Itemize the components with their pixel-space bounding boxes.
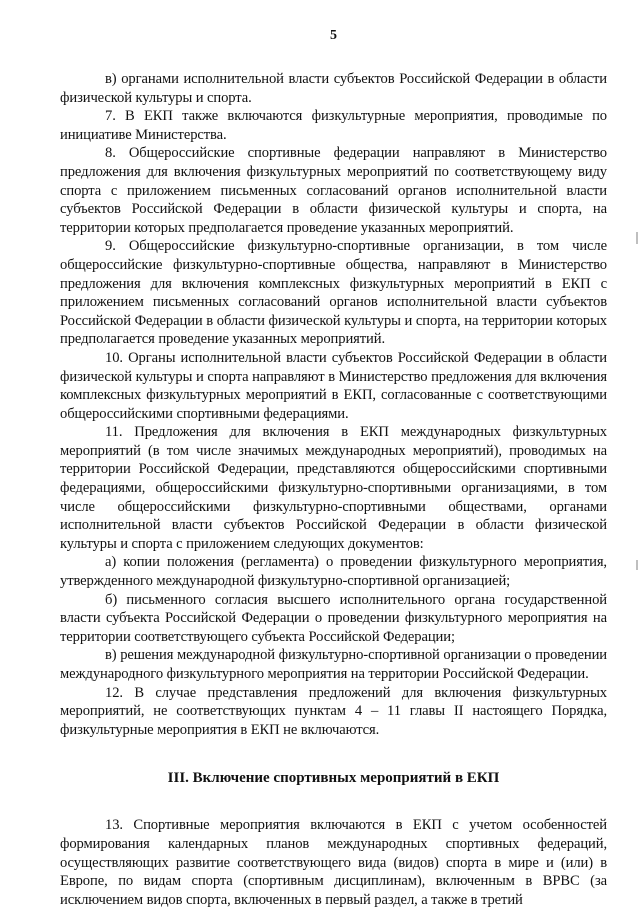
scan-edge-mark xyxy=(636,232,638,244)
paragraph-item-v: в) органами исполнительной власти субъектов Российской Федерации в области физической культуры и спорта. xyxy=(60,71,607,106)
scan-edge-mark xyxy=(636,560,638,570)
paragraph-7: 7. В ЕКП также включаются физкультурные мероприятия, проводимые по инициативе Министерства. xyxy=(60,108,607,143)
paragraph-11-item-a: а) копии положения (регламента) о проведении физкультурного мероприятия, утвержденного международной физкультурно-спортивной организацией; xyxy=(60,554,607,590)
paragraph-11: 11. Предложения для включения в ЕКП международных физкультурных мероприятий (в том числе значимых международных мероприятий), проводимых на территории Российской Федерации, представляются общероссийскими спортивными федерациями, общероссийскими физкультурно-спортивными организациями, в том числе общероссийскими физкультурно-спортивными обществами, органами исполнительной власти субъектов Российской Федерации в области физической культуры и спорта с приложением следующих документов: xyxy=(60,424,607,552)
paragraphs-before-heading xyxy=(60,70,607,739)
paragraph-11-item-b: б) письменного согласия высшего исполнительного органа государственной власти субъекта Российской Федерации о проведении физкультурного мероприятия на территории соответствующего субъекта Российской Федерации; xyxy=(60,591,607,645)
paragraph-12: 12. В случае представления предложений для включения физкультурных мероприятий, не соответствующих пунктам 4 – 11 главы II настоящего Порядка, физкультурные мероприятия в ЕКП не включаются. xyxy=(60,684,607,738)
paragraph-11-item-v: в) решения международной физкультурно-спортивной организации о проведении международного физкультурного мероприятия на территории Российской Федерации. xyxy=(60,647,607,682)
paragraphs-after-heading xyxy=(60,816,607,909)
paragraph-9: 9. Общероссийские физкультурно-спортивные организации, в том числе общероссийские физкультурно-спортивные общества, направляют в Министерство предложения для включения комплексных физкультурных мероприятий в ЕКП с приложением письменных согласований органов исполнительной власти субъектов Российской Федерации в области физической культуры и спорта, на территории которых предполагается проведение указанных мероприятий. xyxy=(60,238,607,348)
document-page xyxy=(60,28,607,909)
page-number: 5 xyxy=(330,28,337,43)
section-heading: III. Включение спортивных мероприятий в ЕКП xyxy=(167,770,500,787)
paragraph-13: 13. Спортивные мероприятия включаются в ЕКП с учетом особенностей формирования календарных планов международных спортивных федераций, осуществляющих развитие соответствующего вида (видов) спорта в мире и (или) в Европе, по видам спорта (спортивным дисциплинам), включенным в ВРВС (за исключением видов спорта, включенных в первый раздел, а также в третий xyxy=(60,817,607,908)
paragraph-8: 8. Общероссийские спортивные федерации направляют в Министерство предложения для включения физкультурных мероприятий по соответствующему виду спорта с приложением письменных согласований органов исполнительной власти субъектов Российской Федерации в области физической культуры и спорта, на территории которых предполагается проведение указанных мероприятий. xyxy=(60,145,607,236)
paragraph-10: 10. Органы исполнительной власти субъектов Российской Федерации в области физической культуры и спорта направляют в Министерство предложения для включения комплексных физкультурных мероприятий в ЕКП, согласованные с соответствующими общероссийскими спортивными федерациями. xyxy=(60,349,607,422)
